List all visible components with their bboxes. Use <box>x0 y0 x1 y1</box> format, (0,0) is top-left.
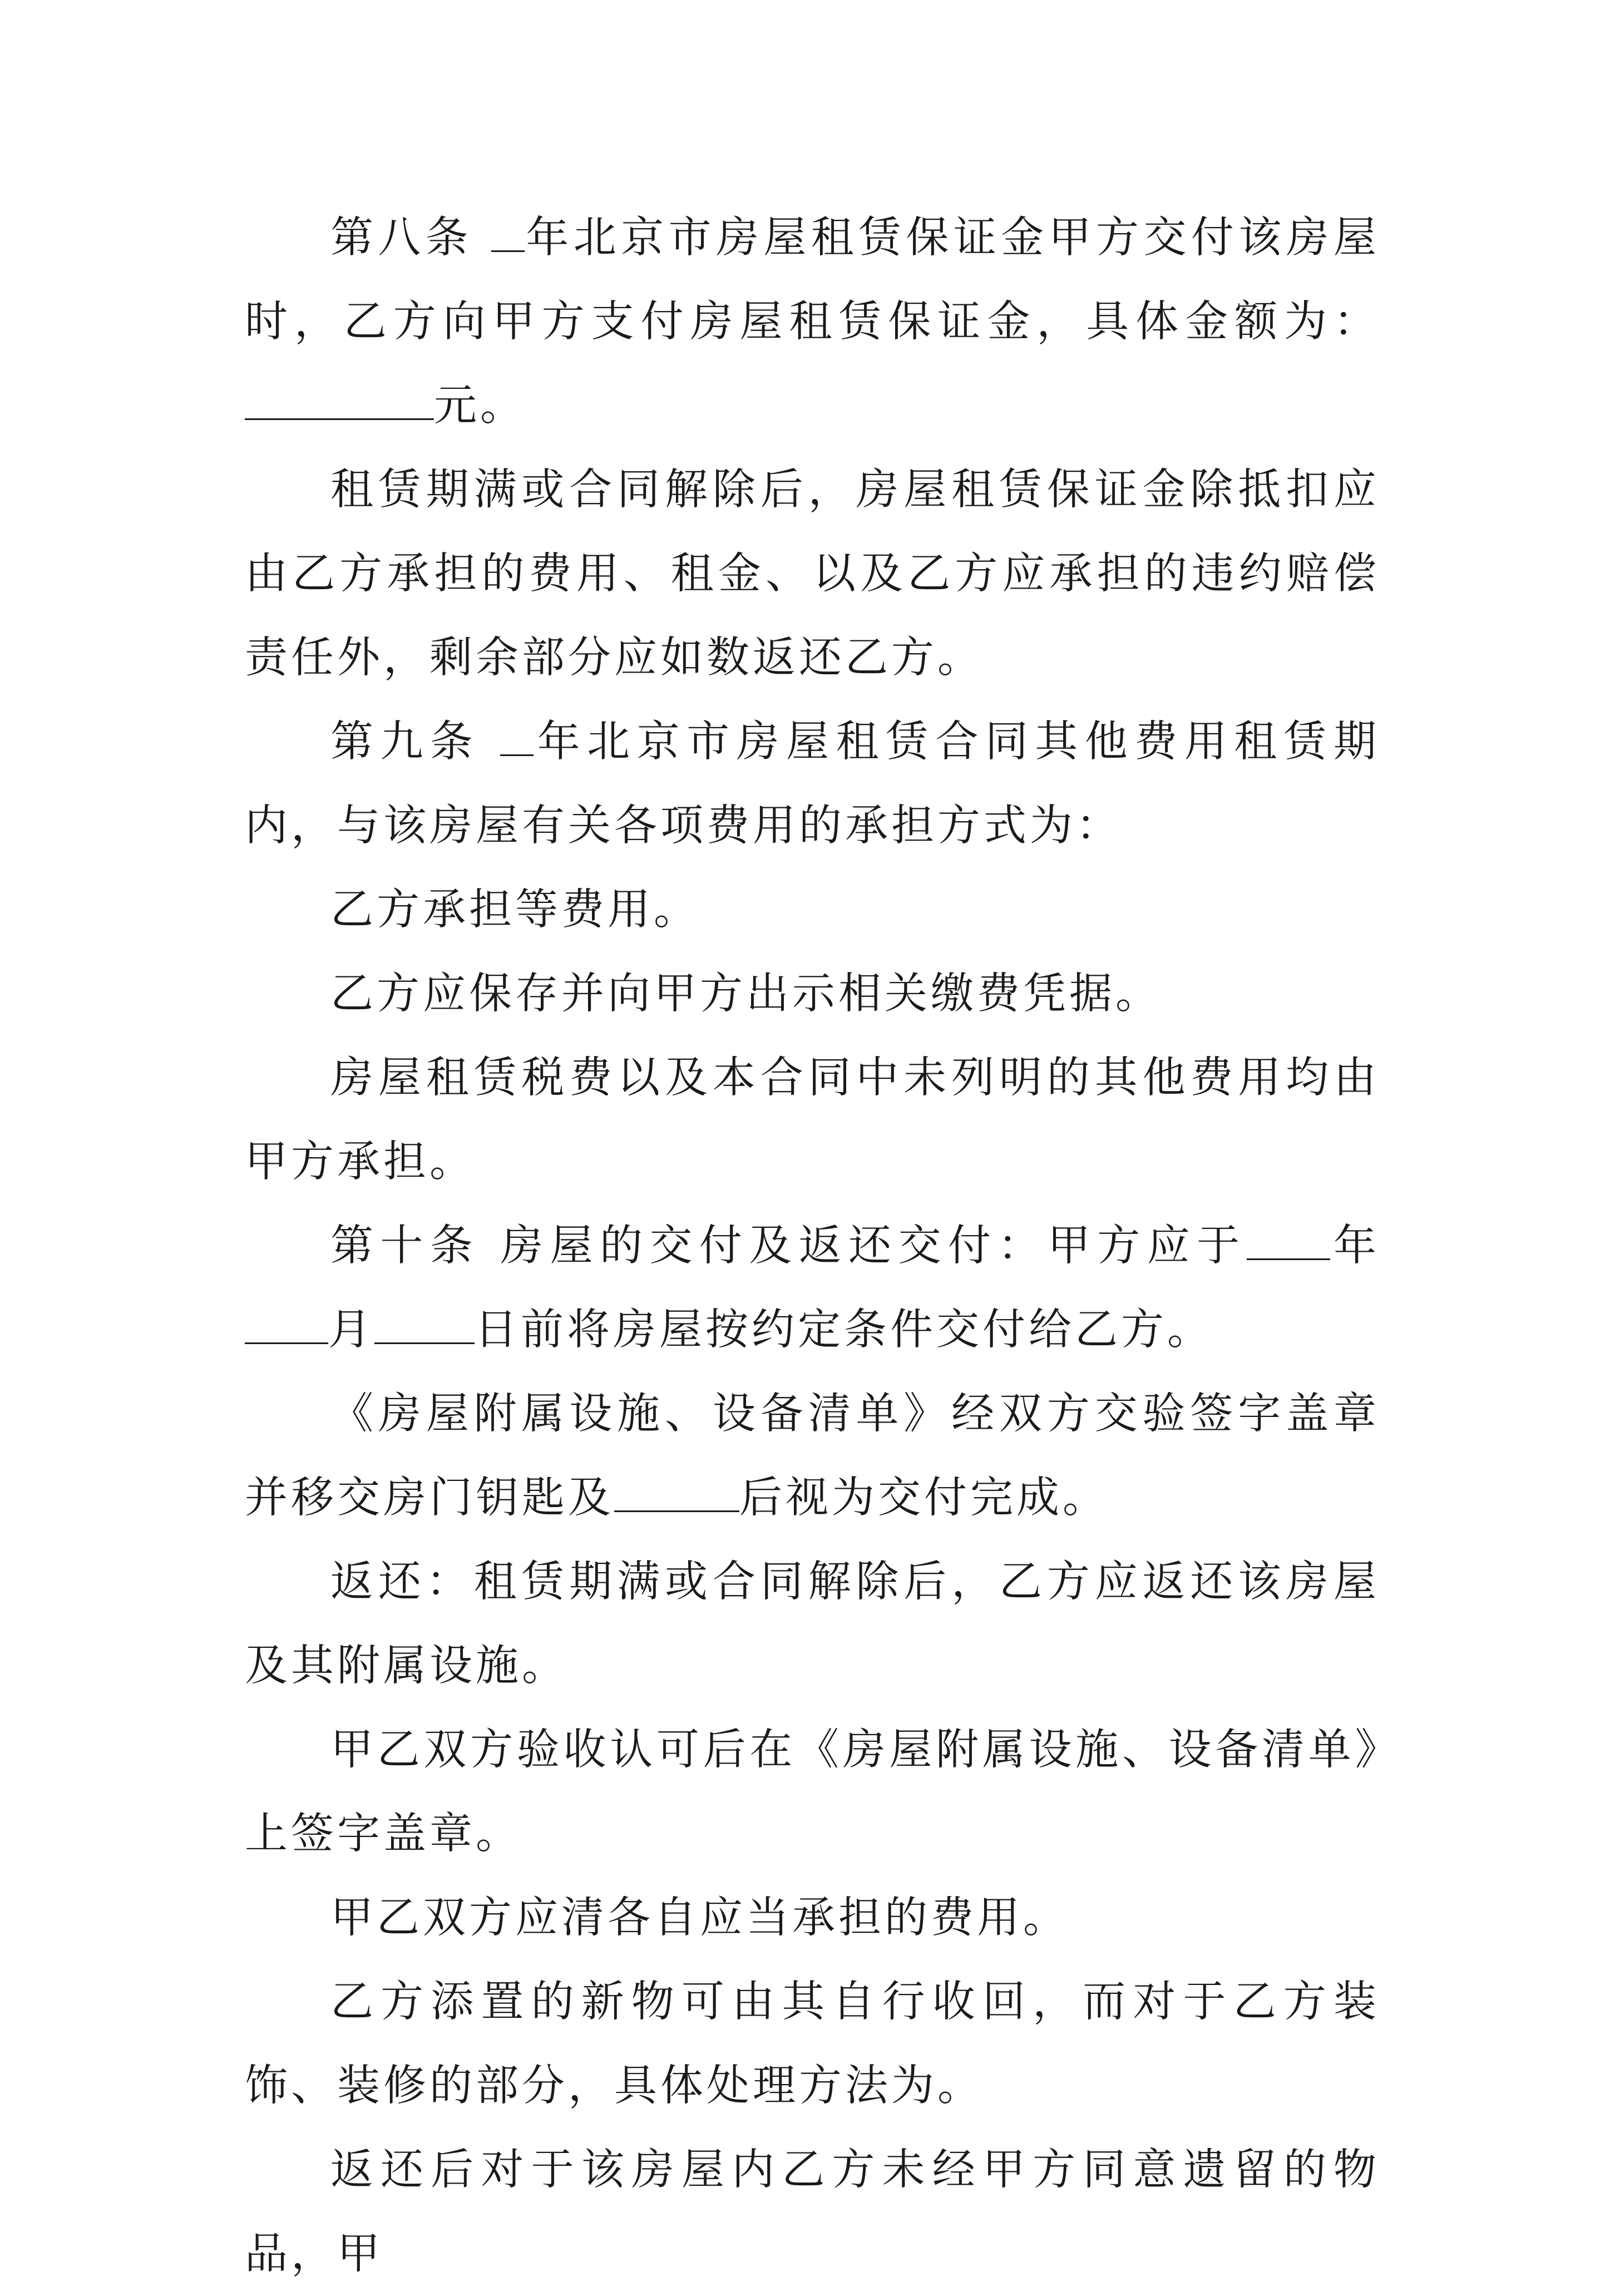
article-8-unit: 元。 <box>434 381 526 431</box>
delivery-day-blank <box>374 1304 475 1344</box>
article-10-month: 月 <box>328 1305 374 1355</box>
paragraph-payment-receipts: 乙方应保存并向甲方出示相关缴费凭据。 <box>330 969 1162 1019</box>
year-blank <box>491 212 525 252</box>
article-8-text: 年北京市房屋租赁保证金甲方交付该房屋时，乙方向甲方支付房屋租赁保证金，具体金额为： <box>245 213 1380 347</box>
paragraph-deposit-refund: 租赁期满或合同解除后，房屋租赁保证金除抵扣应由乙方承担的费用、租金、以及乙方应承担的违约赔偿责任外，剩余部分应如数返还乙方。 <box>245 465 1380 683</box>
paragraph-article-9 <box>245 700 1380 868</box>
facility-list-text-a: 《房屋附属设施、设备清单》经双方交验签字盖章并移交房门钥匙及 <box>245 1389 1380 1523</box>
facility-list-text-b: 后视为交付完成。 <box>739 1473 1109 1523</box>
article-10-text-a: 第十条 房屋的交付及返还交付：甲方应于 <box>330 1221 1247 1271</box>
paragraph-settle-fees: 甲乙双方应清各自应当承担的费用。 <box>330 1893 1069 1943</box>
paragraph-article-10 <box>245 1204 1380 1372</box>
article-9-text: 年北京市房屋租赁合同其他费用租赁期内，与该房屋有关各项费用的承担方式为： <box>245 717 1380 851</box>
paragraph-landlord-fees: 房屋租赁税费以及本合同中未列明的其他费用均由甲方承担。 <box>245 1053 1380 1187</box>
article-8-heading: 第八条 <box>330 213 492 263</box>
paragraph-acceptance: 甲乙双方验收认可后在《房屋附属设施、设备清单》上签字盖章。 <box>245 1725 1380 1859</box>
delivery-month-blank <box>245 1304 328 1344</box>
paragraph-article-8 <box>245 196 1380 448</box>
year-blank <box>500 716 534 756</box>
paragraph-facility-list <box>245 1372 1380 1540</box>
paragraph-new-items: 乙方添置的新物可由其自行收回，而对于乙方装饰、装修的部分，具体处理方法为。 <box>245 1977 1380 2111</box>
document-body <box>245 196 1380 2296</box>
paragraph-return: 返还：租赁期满或合同解除后，乙方应返还该房屋及其附属设施。 <box>245 1557 1380 1691</box>
article-9-heading: 第九条 <box>330 717 501 767</box>
paragraph-tenant-fees: 乙方承担等费用。 <box>330 885 700 935</box>
paragraph-left-items: 返还后对于该房屋内乙方未经甲方同意遗留的物品，甲 <box>245 2145 1380 2279</box>
article-10-year: 年 <box>1330 1221 1380 1271</box>
article-10-text-d: 日前将房屋按约定条件交付给乙方。 <box>475 1305 1213 1355</box>
delivery-year-blank <box>1247 1220 1330 1260</box>
handover-items-blank <box>614 1472 739 1512</box>
deposit-amount-blank <box>245 380 434 420</box>
